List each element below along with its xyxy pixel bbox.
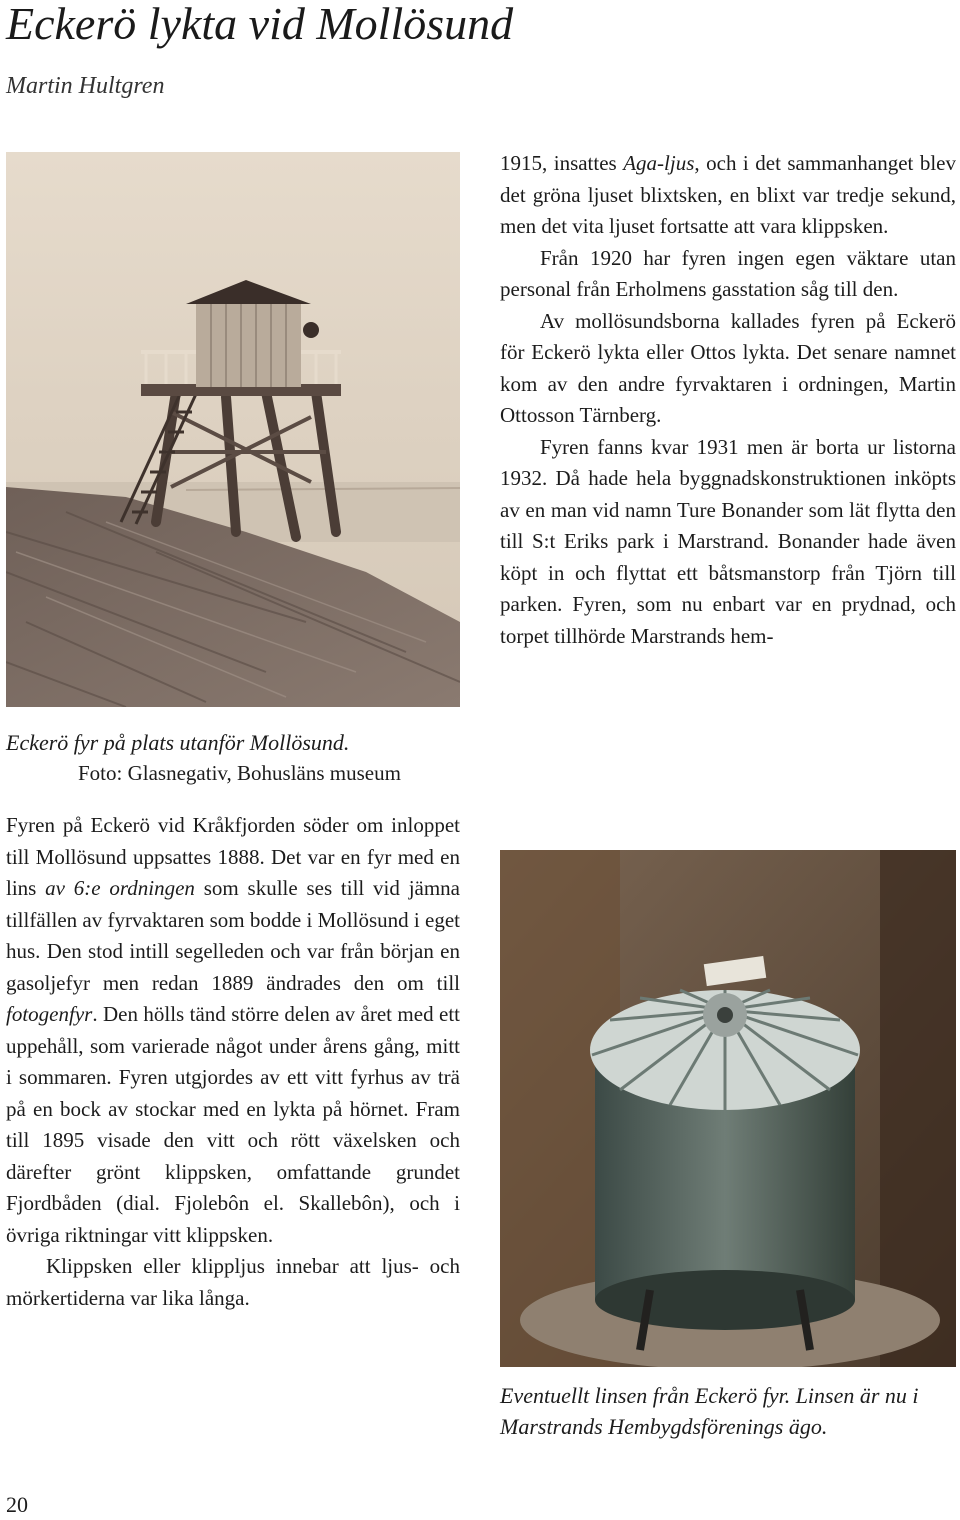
text-run: som skulle ses till vid jämna tillfällen av fyrvaktaren som bodde i Mollösund i eget hus. Den stod intill segelleden och var från början en gasoljefyr men redan 1889 ändrades den om till bbox=[6, 876, 460, 995]
right-paragraph-3: Av mollösundsborna kallades fyren på Eckerö för Eckerö lykta eller Ottos lykta. Det senare namnet kom av den andre fyrvaktaren i ordningen, Martin Ottosson Tärnberg. bbox=[500, 308, 956, 427]
emphasis: av 6:e ordningen bbox=[45, 876, 195, 900]
article-title: Eckerö lykta vid Mollösund bbox=[6, 0, 514, 49]
author-name: Martin Hultgren bbox=[6, 73, 165, 99]
emphasis: Aga-ljus bbox=[623, 151, 695, 175]
text-run: . Den hölls tänd större delen av året med ett uppehåll, som varierade något under årens gång, mitt i sommaren. Fyren utgjordes av ett vitt fyrhus av trä på en bock av stockar med en lykta på hörnet. Fram till 1895 visade den vitt och rött växelsken och därefter grönt klippsken, omfattande grundet Fjordbåden (dial. Fjolebôn el. Skallebôn), och i övriga riktningar vitt klippsken. bbox=[6, 1002, 460, 1247]
left-paragraph-1 bbox=[6, 810, 460, 1251]
text-run: , och i det sammanhanget blev det gröna ljuset blixtsken, en blixt var tredje sekund, men det vita ljuset fortsatte att vara klippsken. bbox=[500, 151, 956, 238]
left-column bbox=[6, 810, 460, 1314]
photo1-caption bbox=[6, 728, 460, 788]
text-run: Fyren på Eckerö vid Kråkfjorden söder om inloppet till Mollösund uppsattes 1888. Det var en fyr med en lins bbox=[6, 813, 460, 900]
photo1-caption-title: Eckerö fyr på plats utanför Mollösund. bbox=[6, 730, 350, 755]
lighthouse-photo bbox=[6, 152, 460, 707]
text-run: 1915, insattes bbox=[500, 151, 624, 175]
emphasis: fotogenfyr bbox=[6, 1002, 93, 1026]
page-number: 20 bbox=[6, 1492, 28, 1517]
right-paragraph-2: Från 1920 har fyren ingen egen väktare utan personal från Erholmens gasstation såg till den. bbox=[500, 245, 956, 301]
left-paragraph-2: Klippsken eller klippljus innebar att ljus- och mörkertiderna var lika långa. bbox=[6, 1254, 460, 1310]
lens-photo bbox=[500, 850, 956, 1367]
photo1-caption-credit: Foto: Glasnegativ, Bohusläns museum bbox=[78, 761, 401, 785]
right-column bbox=[500, 148, 956, 652]
right-paragraph-1 bbox=[500, 148, 956, 243]
photo2-caption: Eventuellt linsen från Eckerö fyr. Linsen är nu i Marstrands Hembygdsförenings ägo. bbox=[500, 1383, 919, 1439]
right-paragraph-4: Fyren fanns kvar 1931 men är borta ur listorna 1932. Då hade hela byggnadskonstruktionen inköpts av en man vid namn Ture Bonander som lät flytta den till S:t Eriks park i Marstrand. Bonander hade även köpt in och flyttat ett båtsmanstorp från Tjörn till parken. Fyren, som nu enbart var en prydnad, och torpet tillhörde Marstrands hem- bbox=[500, 434, 956, 648]
